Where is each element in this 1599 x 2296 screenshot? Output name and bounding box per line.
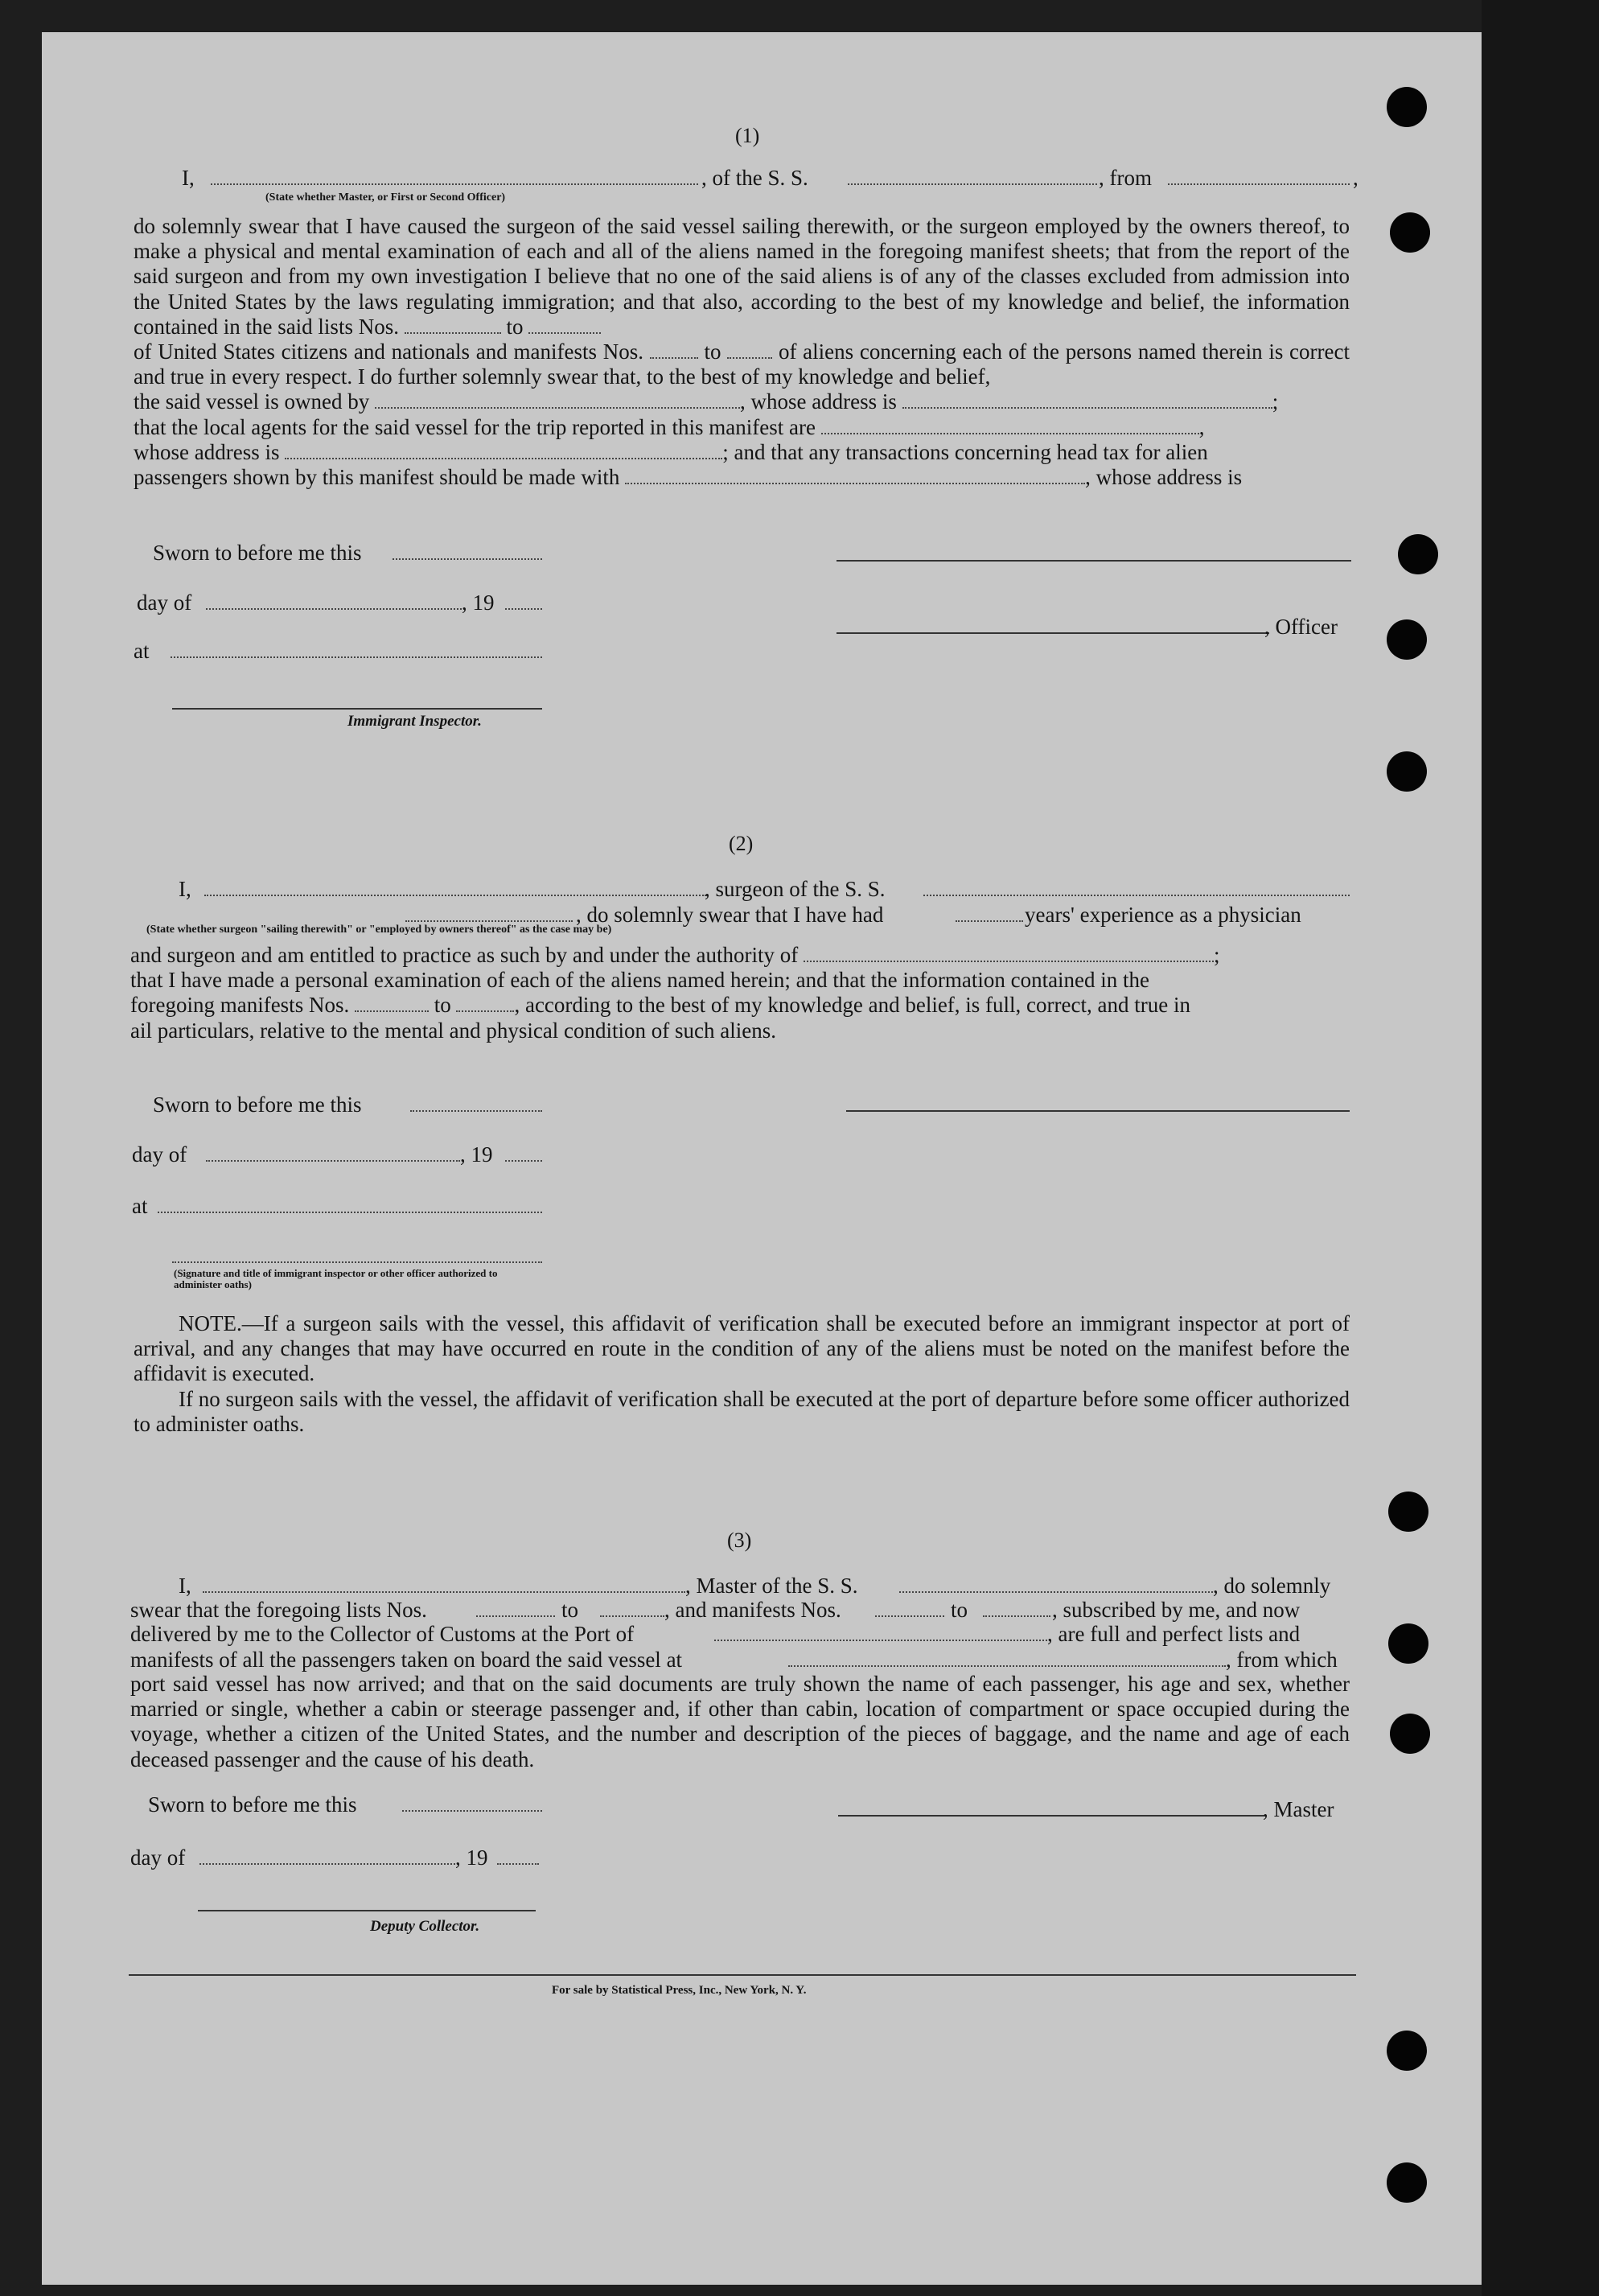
punch-hole xyxy=(1390,1714,1430,1754)
s1-at-blank xyxy=(171,656,542,658)
s3-solemnly: , do solemnly xyxy=(1213,1574,1331,1598)
s1-body: do solemnly swear that I have caused the surgeon of the said vessel sailing therewith, or the surgeon employed by the owners thereof, to make a physical and mental examination of each and all of the aliens named in the foregoing manifest sheets; that from the report of the said surgeon and from my own investigation I believe that no one of the said aliens is of any of the classes excluded from admission into the United States by the laws regulating immigration; and that also, according to the best of my knowledge and belief, the information contained in the said lists Nos. to of United States citizens and nationals and manifests Nos. to of aliens concerning each of the persons named therein is correct and true in every respect. I do further solemnly swear that, to the best of my knowledge and belief, the said vessel is owned by , whose address is ; that the local agents for the said vessel for the trip reported in this manifest are , whose address is ; and that any transactions concerning head tax for alien passengers shown by this manifest should be made with , whose address is xyxy=(134,214,1350,490)
s2-body3b: to xyxy=(434,993,451,1018)
s1-owned: the said vessel is owned by xyxy=(134,389,370,414)
s1-whose-address3: , whose address is xyxy=(1085,465,1243,490)
s3-deputy: Deputy Collector. xyxy=(370,1918,480,1935)
s2-at-blank xyxy=(158,1212,542,1213)
s2-surgeon-of: , surgeon of the S. S. xyxy=(705,877,886,901)
s1-headtax-blank xyxy=(625,468,1085,484)
s1-officer-blank xyxy=(211,183,698,185)
s1-lists-blank xyxy=(405,318,501,334)
s2-body1: and surgeon and am entitled to practice as such by and under the authority of xyxy=(130,943,799,967)
s2-i: I, xyxy=(179,877,191,901)
s2-authority-blank xyxy=(804,946,1214,962)
s1-from: , from xyxy=(1099,166,1152,190)
s3-master: , Master xyxy=(1263,1797,1334,1821)
s2-day-of: day of xyxy=(132,1142,187,1167)
s3-day-blank xyxy=(199,1863,455,1865)
s1-to2: to xyxy=(704,339,721,364)
s2-body: and surgeon and am entitled to practice as such by and under the authority of ; that I have made a personal examination of each of the aliens named herein; and that the information contained in the foregoing manifests Nos. to , according to the best of my knowledge and belief, is full, correct, and true in ail particulars, relative to the mental and physical condition of such aliens. xyxy=(130,943,1220,1043)
s3-ss-blank xyxy=(899,1591,1213,1593)
section-1-number: (1) xyxy=(735,124,760,147)
s2-ss-blank xyxy=(923,895,1350,896)
scan-edge xyxy=(1482,0,1599,2296)
s1-manifest-blank xyxy=(650,343,698,359)
s1-from-blank xyxy=(1168,183,1350,185)
s3-deputy-line xyxy=(198,1910,536,1911)
s3-lists-to-blank xyxy=(600,1615,664,1617)
s3-to1: to xyxy=(561,1598,579,1622)
punch-hole xyxy=(1390,212,1430,253)
s1-to: to xyxy=(506,314,524,339)
s3-sworn: Sworn to before me this xyxy=(148,1792,357,1817)
s2-note-label: NOTE. xyxy=(179,1311,242,1335)
s2-surgeon-sign-line xyxy=(846,1110,1350,1112)
s3-swear: swear that the foregoing lists Nos. xyxy=(130,1598,427,1622)
s2-manifest-blank xyxy=(355,996,429,1012)
s2-signature-note: (Signature and title of immigrant inspector or other officer authorized to administer oaths) xyxy=(174,1267,498,1290)
s1-i: I, xyxy=(182,166,195,190)
s1-at: at xyxy=(134,639,150,663)
s1-comma: , xyxy=(1353,166,1359,190)
s2-sworn: Sworn to before me this xyxy=(153,1092,362,1117)
s1-whose-address2: whose address is xyxy=(134,439,280,464)
s3-body xyxy=(130,1672,1350,1772)
s1-manifest-to-blank xyxy=(727,343,772,359)
s1-owner-blank xyxy=(375,393,740,409)
s1-head-tax: ; and that any transactions concerning head tax for alien xyxy=(722,439,1208,464)
punch-hole xyxy=(1387,2162,1427,2203)
s1-nineteen: , 19 xyxy=(462,590,495,615)
s3-body-text: port said vessel has now arrived; and that on the said documents are truly shown the name of each passenger, his age and sex, whether married or single, whether a cabin or steerage passenger and, if other than cabin, location of compartment or space occupied during the voyage, whether a citizen of the United States, and the number and description of the pieces of baggage, and the name and age of each deceased passenger and the cause of his death. xyxy=(130,1672,1350,1771)
s3-day-of: day of xyxy=(130,1845,186,1870)
s3-full: , are full and perfect lists and xyxy=(1047,1622,1301,1646)
s2-note xyxy=(134,1311,1350,1437)
punch-hole xyxy=(1398,534,1438,574)
s2-nineteen: , 19 xyxy=(460,1142,493,1167)
s2-body4: ail particulars, relative to the mental and physical condition of such aliens. xyxy=(130,1018,776,1043)
s2-sub: (State whether surgeon "sailing therewith" or "employed by owners thereof" as the case may be) xyxy=(146,924,612,936)
s2-years: years' experience as a physician xyxy=(1025,903,1301,927)
s2-signature-line xyxy=(172,1261,542,1263)
s1-lists-to-blank xyxy=(528,318,601,334)
s3-lists-blank xyxy=(476,1615,555,1617)
s2-swear: , do solemnly swear that I have had xyxy=(576,903,884,927)
s1-passengers: passengers shown by this manifest should be made with xyxy=(134,465,620,490)
s3-year-blank xyxy=(497,1863,539,1865)
s2-note2: If no surgeon sails with the vessel, the affidavit of verification shall be executed at the port of departure before some officer authorized to administer oaths. xyxy=(134,1386,1350,1436)
s3-sworn-blank xyxy=(402,1810,542,1812)
s2-manifest-to-blank xyxy=(456,996,514,1012)
s1-whose-address: , whose address is xyxy=(739,389,897,414)
s3-manifest-to-blank xyxy=(983,1615,1050,1617)
punch-hole xyxy=(1388,1623,1428,1664)
s1-body-text: do solemnly swear that I have caused the surgeon of the said vessel sailing therewith, or the surgeon employed by the owners thereof, to make a physical and mental examination of each and all of the aliens named in the foregoing manifest sheets; that from the report of the said surgeon and from my own investigation I believe that no one of the said aliens is of any of the classes excluded from admission into the United States by the laws regulating immigration; and that also, according to the best of my knowledge and belief, the information contained in the said lists Nos. xyxy=(134,214,1350,339)
s1-officer-line xyxy=(836,632,1269,634)
s1-day-blank xyxy=(206,608,462,610)
s1-citizens: of United States citizens and nationals and manifests Nos. xyxy=(134,339,643,364)
s3-manifests-all: manifests of all the passengers taken on board the said vessel at xyxy=(130,1648,683,1672)
s1-owner-address-blank xyxy=(902,393,1272,409)
s1-aliens: of aliens concerning each of the persons named therein is correct and true in every respect. I do further solemnly swear that, to the best of my knowledge and belief, xyxy=(134,339,1350,389)
s3-master-line xyxy=(838,1815,1264,1817)
s1-officer: , Officer xyxy=(1264,615,1338,639)
s3-name-blank xyxy=(203,1591,685,1593)
s3-port-from-blank xyxy=(788,1665,1226,1667)
s1-officer-sub: (State whether Master, or First or Second Officer) xyxy=(265,191,506,204)
s3-master-of: , Master of the S. S. xyxy=(685,1574,858,1598)
s1-inspector: Immigrant Inspector. xyxy=(347,713,482,730)
s2-body2: that I have made a personal examination of each of the aliens named herein; and that the information contained in the xyxy=(130,968,1150,993)
s1-agents-blank xyxy=(821,418,1199,434)
s2-day-blank xyxy=(206,1160,460,1162)
s2-body3a: foregoing manifests Nos. xyxy=(130,993,350,1018)
s3-port-blank xyxy=(714,1640,1047,1641)
s3-manifests: , and manifests Nos. xyxy=(664,1598,841,1622)
s3-manifest-blank xyxy=(875,1615,944,1617)
s2-at: at xyxy=(132,1194,148,1218)
punch-hole xyxy=(1387,619,1427,660)
section-3-number: (3) xyxy=(727,1529,752,1552)
punch-hole xyxy=(1387,2031,1427,2071)
s3-to2: to xyxy=(951,1598,968,1622)
s3-delivered: delivered by me to the Collector of Customs at the Port of xyxy=(130,1622,635,1646)
s1-officer-sign-top xyxy=(836,560,1351,562)
s2-sworn-blank xyxy=(410,1110,542,1112)
s1-agents: that the local agents for the said vessel for the trip reported in this manifest are xyxy=(134,414,816,439)
s1-sworn-blank xyxy=(393,558,542,560)
s2-name-blank xyxy=(204,895,706,896)
s3-subscribed: , subscribed by me, and now xyxy=(1052,1598,1301,1622)
s1-sworn: Sworn to before me this xyxy=(153,541,362,565)
s1-agents-address-blank xyxy=(285,443,722,459)
s3-i: I, xyxy=(179,1574,191,1598)
s2-body3c: , according to the best of my knowledge and belief, is full, correct, and true in xyxy=(514,993,1190,1018)
s1-day-of: day of xyxy=(137,590,192,615)
footer-rule xyxy=(129,1974,1356,1976)
s1-inspector-line xyxy=(172,708,542,710)
s2-year-blank xyxy=(505,1160,542,1162)
footer-text: For sale by Statistical Press, Inc., New York, N. Y. xyxy=(552,1984,807,1997)
punch-hole xyxy=(1387,87,1427,127)
s2-note1: —If a surgeon sails with the vessel, this affidavit of verification shall be executed before an immigrant inspector at port of arrival, and any changes that may have occurred en route in the condition of any of the aliens must be noted on the manifest before the affidavit is executed. xyxy=(134,1311,1350,1386)
punch-hole xyxy=(1388,1492,1428,1532)
s3-from-which: , from which xyxy=(1226,1648,1338,1672)
s1-ss-blank xyxy=(848,183,1097,185)
s3-nineteen: , 19 xyxy=(455,1845,488,1870)
s2-years-blank xyxy=(956,920,1023,922)
punch-hole xyxy=(1387,751,1427,792)
s1-ss: , of the S. S. xyxy=(701,166,808,190)
section-2-number: (2) xyxy=(729,832,754,855)
s2-name-blank2 xyxy=(405,920,573,922)
s1-year-blank xyxy=(505,608,542,610)
